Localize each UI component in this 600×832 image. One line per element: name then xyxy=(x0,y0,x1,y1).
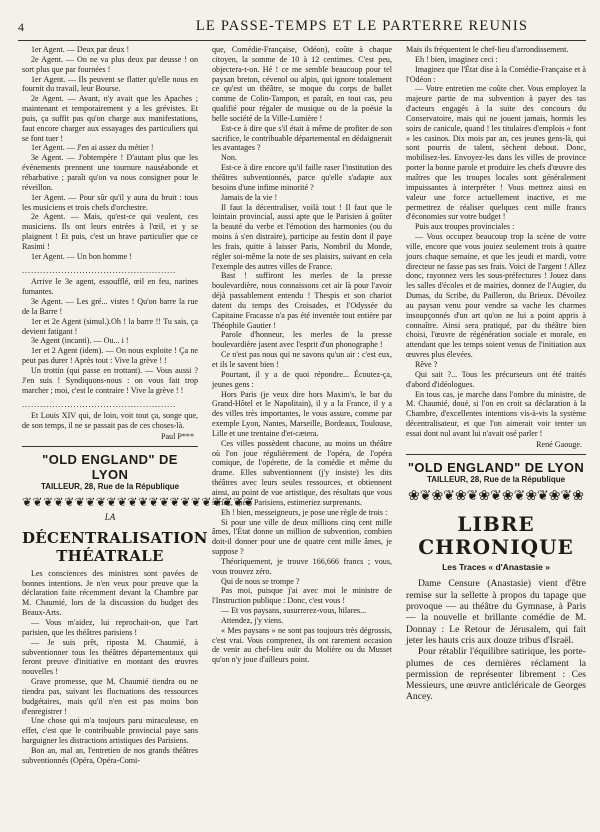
paragraph: Non. xyxy=(221,153,237,163)
paragraph: Si pour une ville de deux millions cinq cent mille âmes, l'État donne un million de subvention, combien doit-il donner pour une de quatre cent mille âmes, je suppose ? xyxy=(212,517,392,557)
paragraph: Il faut la décentraliser, voilà tout ! Il faut que le lointain provincial, aussi apte que le Parisien à goûter la beauté du verbe et l'émotion des harmonies (ou du moins à s'en distraire), participe au festin dont il paye les frais, quitte à laisser Paris, Nombril du Monde, régler soi-même la note de ses plaisirs, suivant en cela l'exemple des autres villes de France. xyxy=(212,202,392,271)
paragraph: Ces villes possèdent chacune, au moins un théâtre où l'on joue régulièrement de l'opéra, de l'opéra comique, de l'opérette, de la comédie et même du drame. Elles subventionnent (j'y insiste) les dits théâtres avec leurs seules ressources, et obtiennent ainsi, au point de vue artistique, des résultats que vous seriez, chers Parisiens, estimeriez surprenants. xyxy=(212,438,392,507)
paragraph: Puis aux troupes provinciales : xyxy=(415,222,515,232)
section-rule xyxy=(406,454,586,455)
paragraph: 1er Agent. — Un bon homme ! xyxy=(31,251,132,261)
paragraph: Dame Censure (Anastasie) vient d'être remise sur la sellette à propos du tapage que provoque — au théâtre du Gymnase, à Paris — la nouvelle et brillante comédie de M. Donnay : Le Retour de Jérusalem, qui fait jeter les hauts cris aux douze tribus d'Israël. xyxy=(406,578,586,646)
paragraph: 2e Agent. — Avant, n'y avait que les Apaches ; maintenant et temporairement y a les grévistes. Et puis, ça suffit pas qu'on charge aux manifestations, faut encore charger aux essayages des particuliers qui se font tuer ! xyxy=(22,94,198,143)
paragraph: 1er et 2e Agent (simul.).Oh ! la barre !! Tu sais, ça devient fatigant ! xyxy=(22,316,198,336)
paragraph: 2e Agent. — Mais, qu'est-ce qui veulent, ces musiciens. Ils ont leurs entrées à l'œil, et y se plaignent ! Et puis, c'est un brave particulier que ce Rasimi ! xyxy=(22,212,198,251)
column-2 xyxy=(212,45,392,665)
paragraph: 1er Agent. — Ils peuvent se flatter qu'elle nous en fournit du travail, leur Bourse. xyxy=(22,74,198,94)
paragraph: Et Louis XIV qui, de loin, voit tout ça, songe que, de son temps, il ne se passait pas de ces choses-là. xyxy=(22,411,198,431)
page-header xyxy=(18,18,586,40)
paragraph: Jamais de la vie ! xyxy=(221,192,278,202)
paragraph: — Je suis prêt, riposta M. Chaumié, à subventionner tous les théâtres départementaux qui feront preuve d'initiative en montant des œuvres nouvelles ! xyxy=(22,637,198,677)
paragraph: — Vous occupez beaucoup trop la scène de votre ville, encore que vous jouiez seulement trois à quatre jours chaque semaine, et que les jeudi et mardi, votre directeur ne fasse pas ses frais. Voici de l'argent ! Allez donc, rayonnez vers les sous-préfectures ! Jouez dans les salles d'écoles et de mairies, donnez de l'Augier, du Dumas, du Scribe, du Pailleron, du Brieux. Dévoilez au paysan venu pour vendre sa vache les charmes insoupçonnés d'un art qu'on ne lui a point appris à connaître. Ainsi sera pratiqué, par du théâtre bien choisi, l'œuvre de régénération sociale et morale, en attendant que les temps soient venus de l'initiation aux œuvres plus élevées. xyxy=(406,232,586,360)
article-body xyxy=(406,578,586,702)
ad-address: TAILLEUR, 28, Rue de la République xyxy=(40,481,180,491)
paragraph: Qui sait ?... Tous les précurseurs ont été traités d'abord d'idéologues. xyxy=(406,369,586,389)
paragraph: Attendez, j'y viens. xyxy=(221,615,284,625)
paragraph: Pour rétablir l'équilibre satirique, les porte-plumes de ces dernières réclament la permission de représenter librement : Ces Messieurs, une œuvre anticléricale de Georges Ancey. xyxy=(406,646,586,703)
paragraph: Bast ! suffiront les merles de la presse boulevardière, nous connaissons cet air là pour l'avoir déjà passablement entendu ! Thespis et son chariot datent du temps des Croisades, et l'Odyssée du Capitaine Fracasse n'a pas été inventée tout entière par Théophile Gautier ! xyxy=(212,271,392,330)
paragraph: que, Comédie-Française, Odéon), coûte à chaque citoyen, la somme de 10 à 12 centimes. C'est peu, objectera-t-on. Hé ! ce me semble beaucoup pour tel paysan breton, cévenol ou alpin, qui ignore totalement ce qu'est un théâtre, se moque du corps de ballet comme de Colin-Tampon, et paraît, en tout cas, peu qualifié pour régaler de musique ou de la poésie la belle société de la Ville-Lumière ! xyxy=(212,45,392,123)
paragraph: Qui de nous se trompe ? xyxy=(221,576,300,586)
paragraph: « Mes paysans » ne sont pas toujours très dégrossis, c'est vrai. Vous comprenez, ils ont rarement occasion de venir au chef-lieu ouïr du Molière ou du Musset qu'on n'y joue d'ailleurs point. xyxy=(212,625,392,665)
ad-address: TAILLEUR, 28, Rue de la République xyxy=(426,474,566,484)
paragraph: — Vous m'aidez, lui reprochait-on, que l'art parisien, que les théâtres parisiens ! xyxy=(22,617,198,637)
paragraph: 2e Agent. — On ne va plus deux par deusse ! on sort plus que par fournées ! xyxy=(22,54,198,74)
section-kicker: LA xyxy=(104,511,116,522)
signature: Paul P*** xyxy=(160,432,194,442)
flower-ornament-band: ❀❦❀❦❀❦❀❦❀❦❀❦❀❦❀ xyxy=(408,488,584,504)
signature: René Gaouge. xyxy=(536,439,582,449)
journal-title: LE PASSE-TEMPS ET LE PARTERRE REUNIS xyxy=(195,18,529,34)
paragraph: Ce n'est pas nous qui ne savons qu'un air : c'est eux, et ils le savent bien ! xyxy=(212,350,392,369)
paragraph: Les consciences des ministres sont pavées de bonnes intentions. Je n'en veux pour preuve que la déclaration faite récemment devant la Chambre par M. Chaumié, lors de la discussion du budget des Beaux-Arts. xyxy=(22,568,198,618)
paragraph: Rêve ? xyxy=(415,360,438,369)
ad-name: "OLD ENGLAND" DE LYON xyxy=(42,451,178,482)
paragraph: Pas moi, puisque j'ai avec moi le ministre de l'Instruction publique : Donc, c'est vous ! xyxy=(212,586,392,606)
paragraph: 1er Agent. — Deux par deux ! xyxy=(31,45,130,54)
section-title: LIBRE CHRONIQUE xyxy=(418,511,574,559)
page-number: 4 xyxy=(18,20,24,34)
paragraph: Est-ce à dire que s'il était à même de profiter de son sacrifice, le contribuable départemental en dédaignerait les avantages ? xyxy=(212,123,392,153)
advertisement xyxy=(22,452,198,492)
paragraph: 1er Agent. — J'en ai assez du métier ! xyxy=(31,143,154,153)
paragraph: — Votre entretien me coûte cher. Vous employez la majeure partie de ma subvention à payer des tas d'acteurs engagés à la suite des concours du Conservatoire, mais qui ne jouent jamais, hormis les soirs de canicule, quand ! les titulaires d'emplois « font » les casinos. Dix mois par an, ces jeunes gens-là, qui sont pourris de talent, sèchent debout. Donc, mobilisez-les. Envoyez-les dans les villes de province porter la bonne parole et produire les chefs d'œuvre des maîtres que les troupes locales sont généralement impuissantes à interpréter ! Vous mettrez ainsi en valeur une force actuellement inactive, et me permettrez de réaliser quelques cent mille francs d'économies sur votre budget ! xyxy=(406,84,586,222)
article-subtitle: Les Traces « d'Anastasie » xyxy=(442,561,550,572)
paragraph: Un trottin (qui passe en trottant). — Vous aussi ? J'en suis ! Syndiquons-nous : on vous fait trop marcher ; moi, c'est le contraire ! Vive la grève ! ! xyxy=(22,366,198,395)
paragraph: Pourtant, il y a de quoi répondre... Écoutez-ça, jeunes gens : xyxy=(212,369,392,389)
ad-name: "OLD ENGLAND" DE LYON xyxy=(407,459,585,475)
paragraph: 1er Agent. — Pour sûr qu'il y aura du bruit : tous les musiciens et trois chefs d'orchestre. xyxy=(22,192,198,212)
advertisement xyxy=(406,460,586,485)
paragraph: Bon an, mal an, l'entretien de nos grands théâtres subventionnés (Opéra, Opéra-Comi- xyxy=(22,745,198,765)
dotted-separator: ................................................... xyxy=(22,399,177,409)
section-rule xyxy=(22,446,198,447)
paragraph: Eh ! bien, messeigneurs, je pose une règle de trois : xyxy=(221,507,388,517)
paragraph: 1er et 2 Agent (idem). — On nous exploite ! Ça ne peut pas durer ! Après tout : Vive la grève ! ! xyxy=(22,346,198,366)
paragraph: 3e Agent. — J'obtempère ! D'autant plus que les événements prennent une tournure nauséabonde et rébarbative ; paraît qu'on va nous consigner pour le réveillon. xyxy=(22,153,198,192)
paragraph: En tous cas, je marche dans l'ombre du ministre, de M. Chaumié, doué, si l'on en croit sa déclaration à la Chambre, d'excellentes intentions vis-à-vis la système décentralisateur, et que l'on aimerait voir tenter un essai dont nul avant lui n'avait osé parler ! xyxy=(406,389,586,438)
paragraph: Arrive le 3e agent, essoufflé, œil en feu, narines fumantes. xyxy=(22,277,198,297)
dotted-separator: ................................................... xyxy=(22,265,177,275)
paragraph: Parole d'honneur, les merles de la presse boulevardière jasent avec l'esprit d'un phonographe ! xyxy=(212,330,392,350)
paragraph: Imaginez que l'État dise à la Comédie-Française et à l'Odéon : xyxy=(406,64,586,84)
paragraph: Est-ce à dire encore qu'il faille raser l'institution des théâtres subventionnés, parce qu'elle s'adapte aux besoins d'une infime minorité ? xyxy=(212,163,392,192)
paragraph: Une chose qui m'a toujours paru miraculeuse, en effet, c'est que le contribuable provincial paye sans barguigner les distractions artistiques des Parisiens. xyxy=(22,716,198,746)
paragraph: Mais ils fréquentent le chef-lieu d'arrondissement. xyxy=(406,45,569,54)
column-3 xyxy=(406,45,586,703)
header-rule xyxy=(18,40,586,41)
section-title: DÉCENTRALISATION THÉATRALE xyxy=(22,528,208,565)
paragraph: Grave promesse, que M. Chaumié tiendra ou ne tiendra pas, suivant les fluctuations des ressources budgétaires, mais qu'il n'en est pas moins bon d'enregistrer ! xyxy=(22,677,198,716)
paragraph: — Et vos paysans, susurrerez-vous, hilares... xyxy=(221,606,367,616)
paragraph: Eh ! bien, imaginez ceci : xyxy=(415,54,498,64)
paragraph: Théoriquement, je trouve 166,666 francs ; vous, vous trouvez zéro. xyxy=(212,556,392,576)
paragraph: Hors Paris (je veux dire hors Maxim's, le bar du Grand-Hôtel et le Napolitain), il y a la France, il y a des villes très importantes, le vous assure, comme par exemple Lyon, Nantes, Marseille, Bordeaux, Toulouse, Lille et une trentaine d'et-cætera. xyxy=(212,389,392,438)
ornament-band: ❦❦❦❦❦❦❦❦❦❦❦❦❦❦❦❦❦❦❦❦❦❦ xyxy=(22,494,255,509)
paragraph: 3e Agent. — Les gré... vistes ! Qu'on barre la rue de la Barre ! xyxy=(22,297,198,316)
paragraph: 3e Agent (incanti). — Ou... i ! xyxy=(31,336,129,346)
